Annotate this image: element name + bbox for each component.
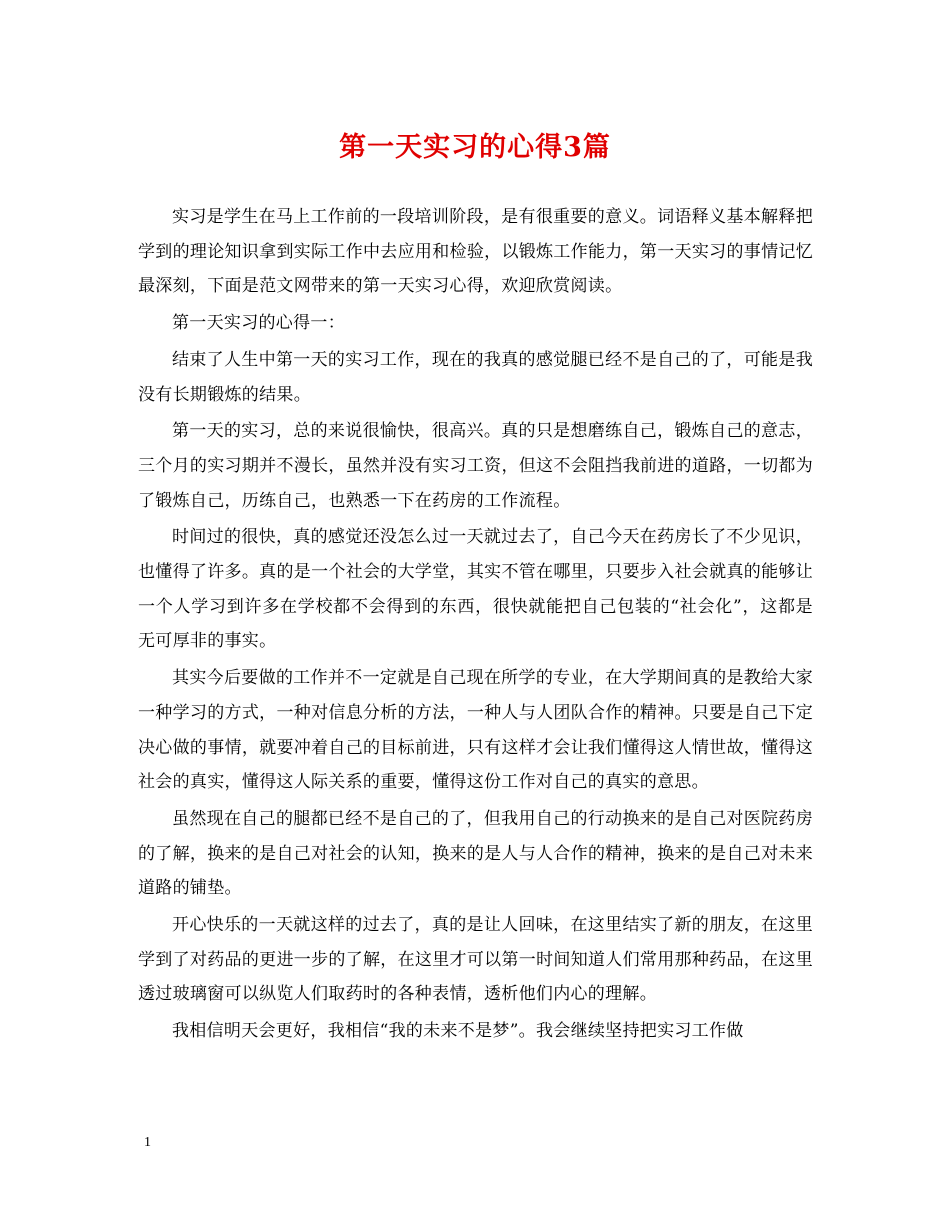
document-title: 第一天实习的心得3篇: [339, 132, 611, 163]
paragraph: 虽然现在自己的腿都已经不是自己的了，但我用自己的行动换来的是自己对医院药房的了解，换来的是自己对社会的认知，换来的是人与人合作的精神，换来的是自己对未来道路的铺垫。: [138, 808, 813, 899]
paragraph: 我相信明天会更好，我相信“我的未来不是梦”。我会继续坚持把实习工作做: [172, 1021, 744, 1042]
paragraph: 结束了人生中第一天的实习工作，现在的我真的感觉腿已经不是自己的了，可能是我没有长期锻炼的结果。: [138, 349, 813, 405]
document-body: [138, 200, 813, 1051]
paragraph: 开心快乐的一天就这样的过去了，真的是让人回味，在这里结实了新的朋友，在这里学到了对药品的更进一步的了解，在这里才可以第一时间知道人们常用那种药品，在这里透过玻璃窗可以纵览人们取药时的各种表情，透析他们内心的理解。: [138, 915, 813, 1005]
paragraph: 第一天的实习，总的来说很愉快，很高兴。真的只是想磨练自己，锻炼自己的意志，三个月的实习期并不漫长，虽然并没有实习工资，但这不会阻挡我前进的道路，一切都为了锻炼自己，历练自己，也熟悉一下在药房的工作流程。: [138, 421, 813, 511]
paragraph-intro: 实习是学生在马上工作前的一段培训阶段，是有很重要的意义。词语释义基本解释把学到的理论知识拿到实际工作中去应用和检验，以锻炼工作能力，第一天实习的事情记忆最深刻，下面是范文网带来的第一天实习心得，欢迎欣赏阅读。: [138, 207, 813, 297]
page-number: 1: [144, 1135, 151, 1150]
paragraph: 时间过的很快，真的感觉还没怎么过一天就过去了，自己今天在药房长了不少见识，也懂得了许多。真的是一个社会的大学堂，其实不管在哪里，只要步入社会就真的能够让一个人学习到许多在学校都不会得到的东西，很快就能把自己包装的“社会化”，这都是无可厚非的事实。: [138, 527, 813, 652]
paragraph: 其实今后要做的工作并不一定就是自己现在所学的专业，在大学期间真的是教给大家一种学习的方式，一种对信息分析的方法，一种人与人团队合作的精神。只要是自己下定决心做的事情，就要冲着自己的目标前进，只有这样才会让我们懂得这人情世故，懂得这社会的真实，懂得这人际关系的重要，懂得这份工作对自己的真实的意思。: [138, 668, 813, 793]
section-heading-1: 第一天实习的心得一：: [172, 313, 345, 334]
